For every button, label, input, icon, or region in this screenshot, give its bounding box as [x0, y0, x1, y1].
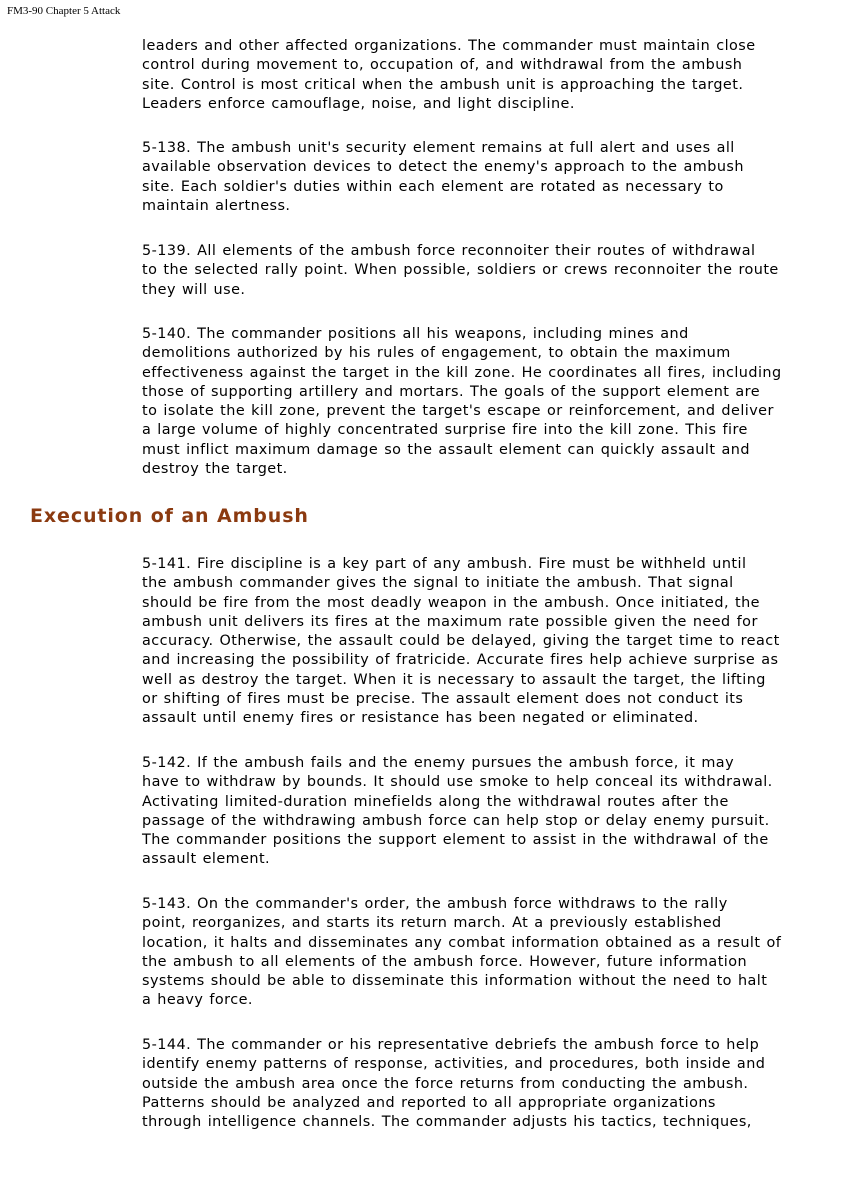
text-line: those of supporting artillery and mortars. The goals of the support element are	[142, 383, 761, 400]
text-line: identify enemy patterns of response, activities, and procedures, both inside and	[142, 1056, 766, 1073]
running-header: FM3-90 Chapter 5 Attack	[7, 5, 121, 17]
text-line: 5-140. The commander positions all his weapons, including mines and	[142, 326, 689, 342]
text-line: have to withdraw by bounds. It should use smoke to help conceal its withdrawal.	[142, 774, 773, 791]
text-line: the ambush to all elements of the ambush force. However, future information	[142, 953, 748, 970]
paragraph-5-138	[142, 139, 810, 216]
text-line: location, it halts and disseminates any combat information obtained as a result of	[142, 934, 782, 951]
text-line: 5-139. All elements of the ambush force reconnoiter their routes of withdrawal	[142, 243, 756, 259]
paragraph-intro-continuation	[142, 37, 810, 114]
text-line: to isolate the kill zone, prevent the target's escape or reinforcement, and deliver	[142, 403, 774, 420]
text-line: assault until enemy fires or resistance has been negated or eliminated.	[142, 710, 699, 727]
text-line: and increasing the possibility of fratricide. Accurate fires help achieve surprise as	[142, 652, 779, 669]
text-line: must inflict maximum damage so the assault element can quickly assault and	[142, 441, 750, 458]
text-line: well as destroy the target. When it is necessary to assault the target, the lifting	[142, 671, 766, 688]
text-line: site. Control is most critical when the ambush unit is approaching the target.	[142, 76, 744, 93]
text-line: or shifting of fires must be precise. The assault element does not conduct its	[142, 691, 744, 708]
text-line: the ambush commander gives the signal to initiate the ambush. That signal	[142, 575, 734, 592]
text-line: available observation devices to detect the enemy's approach to the ambush	[142, 159, 744, 176]
text-line: 5-138. The ambush unit's security element remains at full alert and uses all	[142, 140, 735, 156]
text-line: through intelligence channels. The commander adjusts his tactics, techniques,	[142, 1114, 752, 1131]
text-line: assault element.	[142, 851, 271, 868]
text-line: Patterns should be analyzed and reported to all appropriate organizations	[142, 1094, 716, 1111]
text-line: site. Each soldier's duties within each element are rotated as necessary to	[142, 178, 724, 195]
text-line: a large volume of highly concentrated surprise fire into the kill zone. This fire	[142, 422, 748, 439]
text-line: effectiveness against the target in the kill zone. He coordinates all fires, including	[142, 364, 782, 381]
text-line: maintain alertness.	[142, 197, 291, 214]
text-line: The commander positions the support element to assist in the withdrawal of the	[142, 832, 769, 849]
text-line: point, reorganizes, and starts its return march. At a previously established	[142, 915, 722, 932]
text-line: should be fire from the most deadly weapon in the ambush. Once initiated, the	[142, 594, 760, 611]
paragraph-5-141	[142, 555, 810, 729]
text-line: 5-143. On the commander's order, the ambush force withdraws to the rally	[142, 896, 728, 912]
text-line: to the selected rally point. When possible, soldiers or crews reconnoiter the route	[142, 262, 779, 279]
paragraph-5-142	[142, 754, 810, 870]
section-heading: Execution of an Ambush	[30, 505, 309, 527]
paragraph-5-139	[142, 242, 810, 300]
text-line: a heavy force.	[142, 992, 253, 1009]
text-line: 5-142. If the ambush fails and the enemy pursues the ambush force, it may	[142, 755, 735, 771]
text-line: outside the ambush area once the force returns from conducting the ambush.	[142, 1075, 749, 1092]
paragraph-5-144	[142, 1036, 810, 1132]
text-line: Leaders enforce camouflage, noise, and light discipline.	[142, 95, 575, 112]
text-line: control during movement to, occupation of, and withdrawal from the ambush	[142, 57, 743, 74]
paragraph-5-143	[142, 895, 810, 1011]
text-line: systems should be able to disseminate this information without the need to halt	[142, 973, 768, 990]
text-line: 5-144. The commander or his representative debriefs the ambush force to help	[142, 1037, 760, 1053]
text-line: they will use.	[142, 281, 246, 298]
text-line: demolitions authorized by his rules of engagement, to obtain the maximum	[142, 345, 731, 362]
paragraph-5-140	[142, 325, 810, 479]
text-line: accuracy. Otherwise, the assault could be delayed, giving the target time to react	[142, 633, 780, 650]
text-line: destroy the target.	[142, 461, 288, 478]
text-line: passage of the withdrawing ambush force can help stop or delay enemy pursuit.	[142, 812, 770, 829]
text-line: ambush unit delivers its fires at the maximum rate possible given the need for	[142, 613, 758, 630]
text-line: leaders and other affected organizations. The commander must maintain close	[142, 38, 756, 54]
text-line: Activating limited-duration minefields along the withdrawal routes after the	[142, 793, 729, 810]
text-line: 5-141. Fire discipline is a key part of any ambush. Fire must be withheld until	[142, 556, 747, 572]
